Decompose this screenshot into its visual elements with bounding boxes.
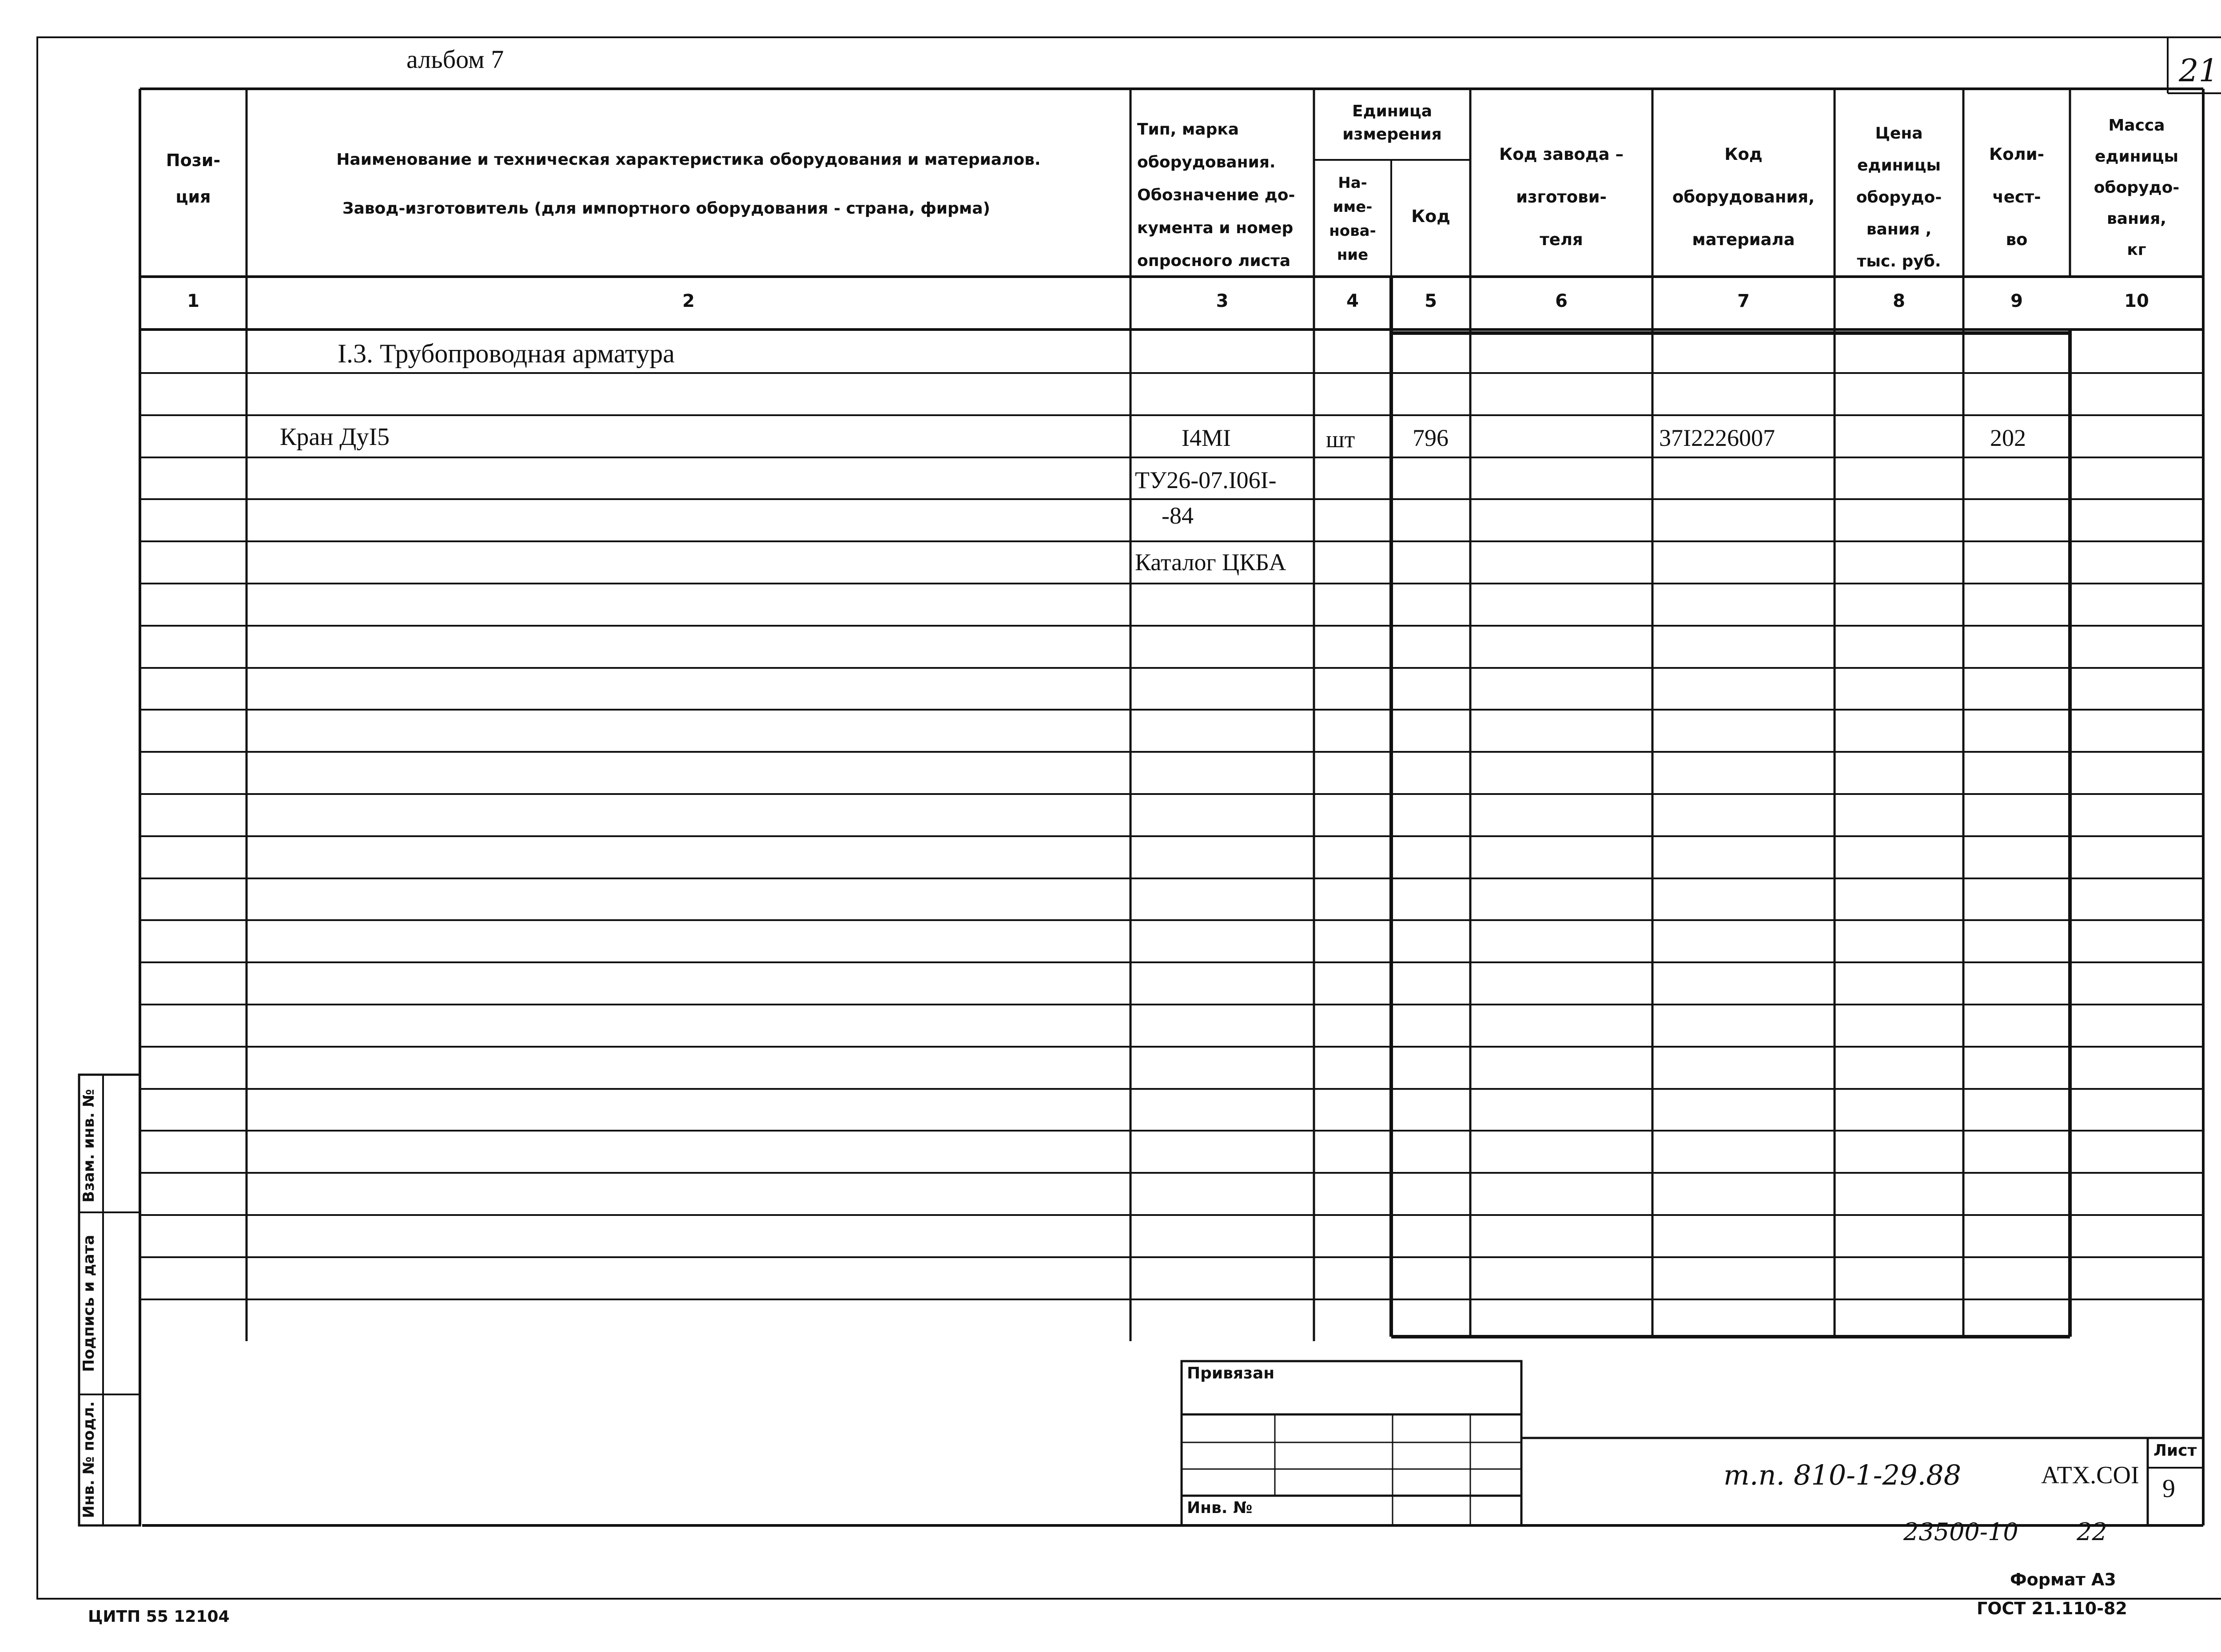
material-code: 37I2226007 [1659,425,1775,451]
col2-title-line: Наименование и техническая характеристика оборудования и материалов. [336,151,1041,169]
format-label: Формат А3 [2010,1570,2116,1589]
album-label: альбом 7 [406,45,504,74]
item-name: Кран ДуI5 [280,423,390,451]
col6-title-line: Код завода – [1499,145,1624,164]
section-title: I.3. Трубопроводная арматура [338,339,675,368]
col7-title-line: материала [1692,230,1795,249]
col8-title-line: оборудо- [1856,188,1942,206]
type-line: Каталог ЦКБА [1135,549,1286,576]
col-number: 7 [1737,291,1750,311]
col-number: 2 [682,291,695,311]
col4-title-line: име- [1333,198,1373,216]
col8-title-line: единицы [1857,156,1941,175]
col2-title-line: Завод-изготовитель (для импортного оборудования - страна, фирма) [342,199,991,218]
col4-title-line: нова- [1329,222,1376,240]
unit-name: шт [1326,426,1355,453]
col3-title-line: Обозначение до- [1137,186,1295,204]
col-number: 5 [1425,291,1437,311]
handwritten-page: 22 [2077,1518,2107,1546]
col7-title-line: оборудования, [1672,187,1815,206]
side-stamp-inventory: Инв. № подл. [80,1401,98,1518]
unit-group-line: измерения [1342,125,1442,143]
col-number: 4 [1346,291,1359,311]
col-number: 3 [1216,291,1229,311]
sheet-top-number: 21 [2179,52,2219,89]
col5-title-line: Код [1411,206,1450,226]
col-number: 9 [2010,291,2023,311]
unit-group-line: Единица [1352,102,1432,120]
document-code: т.п. 810-1-29.88 [1723,1459,1962,1491]
type-line: I4MI [1182,425,1231,451]
col-number: 8 [1893,291,1905,311]
col3-title-line: Тип, марка [1137,120,1239,139]
col5-title [1391,206,1470,226]
col9-title-line: чест- [1992,187,2041,206]
gost-label: ГОСТ 21.110-82 [1977,1599,2127,1618]
col7-title [1652,133,1835,261]
col1-title-line: Пози- [166,151,221,170]
col-number: 1 [187,291,199,311]
col10-title-line: единицы [2094,147,2179,166]
col10-title [2070,110,2203,266]
col4-title [1314,171,1391,267]
col3-title-line: оборудования. [1137,153,1276,171]
col10-title-line: Масса [2108,116,2165,135]
col9-title-line: Коли- [1989,145,2045,164]
inventory-label: Инв. № [1187,1499,1253,1517]
col2-title [249,135,1128,233]
col9-title [1963,133,2070,261]
col1-title-line: ция [175,187,211,206]
col3-title [1137,113,1313,278]
col4-title-line: ние [1337,246,1369,264]
col4-title-line: На- [1338,174,1367,192]
unit-group-title [1314,100,1470,146]
col8-title-line: Цена [1875,124,1923,143]
col8-title-line: вания , [1866,220,1932,238]
col6-title-line: изготови- [1516,187,1607,206]
side-stamp-signature: Подпись и дата [80,1235,98,1372]
citp-label: ЦИТП 55 12104 [88,1608,230,1626]
col1-title [141,142,245,215]
col10-title-line: вания, [2107,210,2166,228]
col7-title-line: Код [1724,145,1763,164]
col9-title-line: во [2006,230,2028,249]
side-stamp-replace: Взам. инв. № [80,1089,98,1203]
handwritten-number: 23500-10 [1903,1518,2018,1546]
col8-title [1835,118,1963,278]
sheet-number: 9 [2162,1474,2175,1503]
col3-title-line: опросного листа [1137,252,1291,270]
unit-code: 796 [1413,425,1449,451]
col10-title-line: кг [2127,241,2146,259]
quantity: 202 [1990,425,2026,451]
bound-label: Привязан [1187,1364,1275,1382]
col3-title-line: кумента и номер [1137,219,1294,237]
type-line: -84 [1162,502,1194,529]
col8-title-line: тыс. руб. [1857,252,1941,270]
col-number: 10 [2124,291,2149,311]
col6-title-line: теля [1540,230,1583,249]
col10-title-line: оборудо- [2094,179,2180,197]
type-line: ТУ26-07.I06I- [1135,467,1277,493]
col-number: 6 [1555,291,1568,311]
sheet-label: Лист [2153,1442,2197,1460]
document-mark: АТХ.СОI [2041,1461,2139,1489]
col6-title [1470,133,1652,261]
